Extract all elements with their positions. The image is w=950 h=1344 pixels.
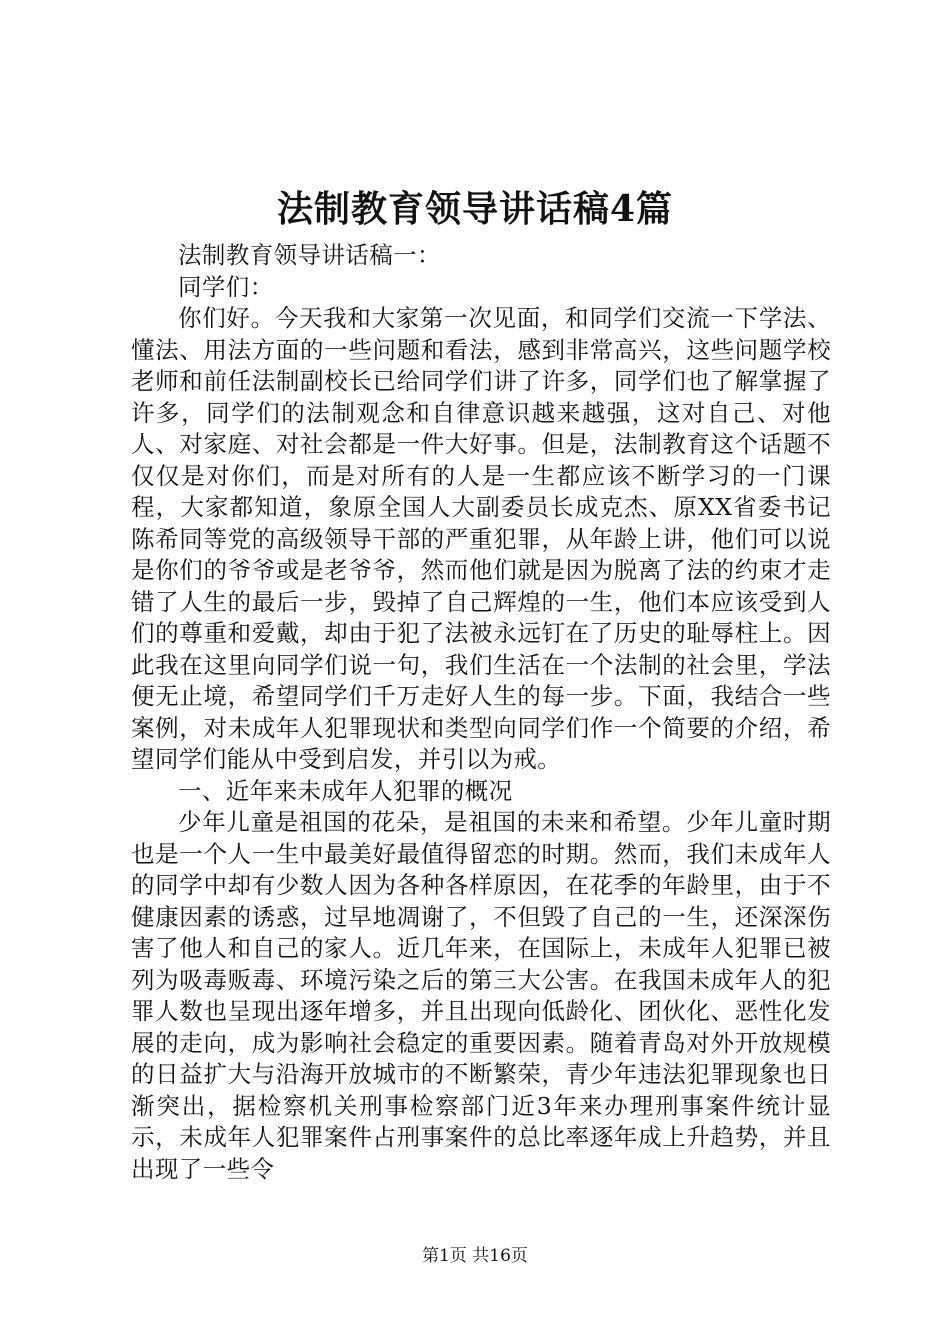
section-heading-one: 一、近年来未成年人犯罪的概况 [178,776,513,805]
document-body [131,240,831,1185]
paragraph-overview: 少年儿童是祖国的花朵，是祖国的未来和希望。少年儿童时期也是一个人一生中最美好最值得留恋的时期。然而，我们未成年人的同学中却有少数人因为各种各样原因，在花季的年龄里，由于不健康因素的诱惑，过早地凋谢了，不但毁了自己的一生，还深深伤害了他人和自己的家人。近几年来，在国际上，未成年人犯罪已被列为吸毒贩毒、环境污染之后的第三大公害。在我国未成年人的犯罪人数也呈现出逐年增多，并且出现向低龄化、团伙化、恶性化发展的走向，成为影响社会稳定的重要因素。随着青岛对外开放规模的日益扩大与沿海开放城市的不断繁荣，青少年违法犯罪现象也日渐突出，据检察机关刑事检察部门近3年来办理刑事案件统计显示，未成年人犯罪案件占刑事案件的总比率逐年成上升趋势，并且出现了一些令 [131,808,831,1183]
page-footer: 第1页 共16页 [422,1246,528,1266]
paragraph-heading-one: 法制教育领导讲话稿一： [178,241,441,269]
paragraph-opening: 你们好。今天我和大家第一次见面，和同学们交流一下学法、懂法、用法方面的一些问题和看法，感到非常高兴，这些问题学校老师和前任法制副校长已给同学们讲了许多，同学们也了解掌握了许多，同学们的法制观念和自律意识越来越强，这对自己、对他人、对家庭、对社会都是一件大好事。但是，法制教育这个话题不仅仅是对你们，而是对所有的人是一生都应该不断学习的一门课程，大家都知道，象原全国人大副委员长成克杰、原XX省委书记陈希同等党的高级领导干部的严重犯罪，从年龄上讲，他们可以说是你们的爷爷或是老爷爷，然而他们就是因为脱离了法的约束才走错了人生的最后一步，毁掉了自己辉煌的一生，他们本应该受到人们的尊重和爱戴，却由于犯了法被永远钉在了历史的耻辱柱上。因此我在这里向同学们说一句，我们生活在一个法制的社会里，学法便无止境，希望同学们千万走好人生的每一步。下面，我结合一些案例，对未成年人犯罪现状和类型向同学们作一个简要的介绍，希望同学们能从中受到启发，并引以为戒。 [131,304,831,773]
document-title: 法制教育领导讲话稿4篇 [276,188,674,230]
paragraph-salutation: 同学们： [178,272,274,301]
